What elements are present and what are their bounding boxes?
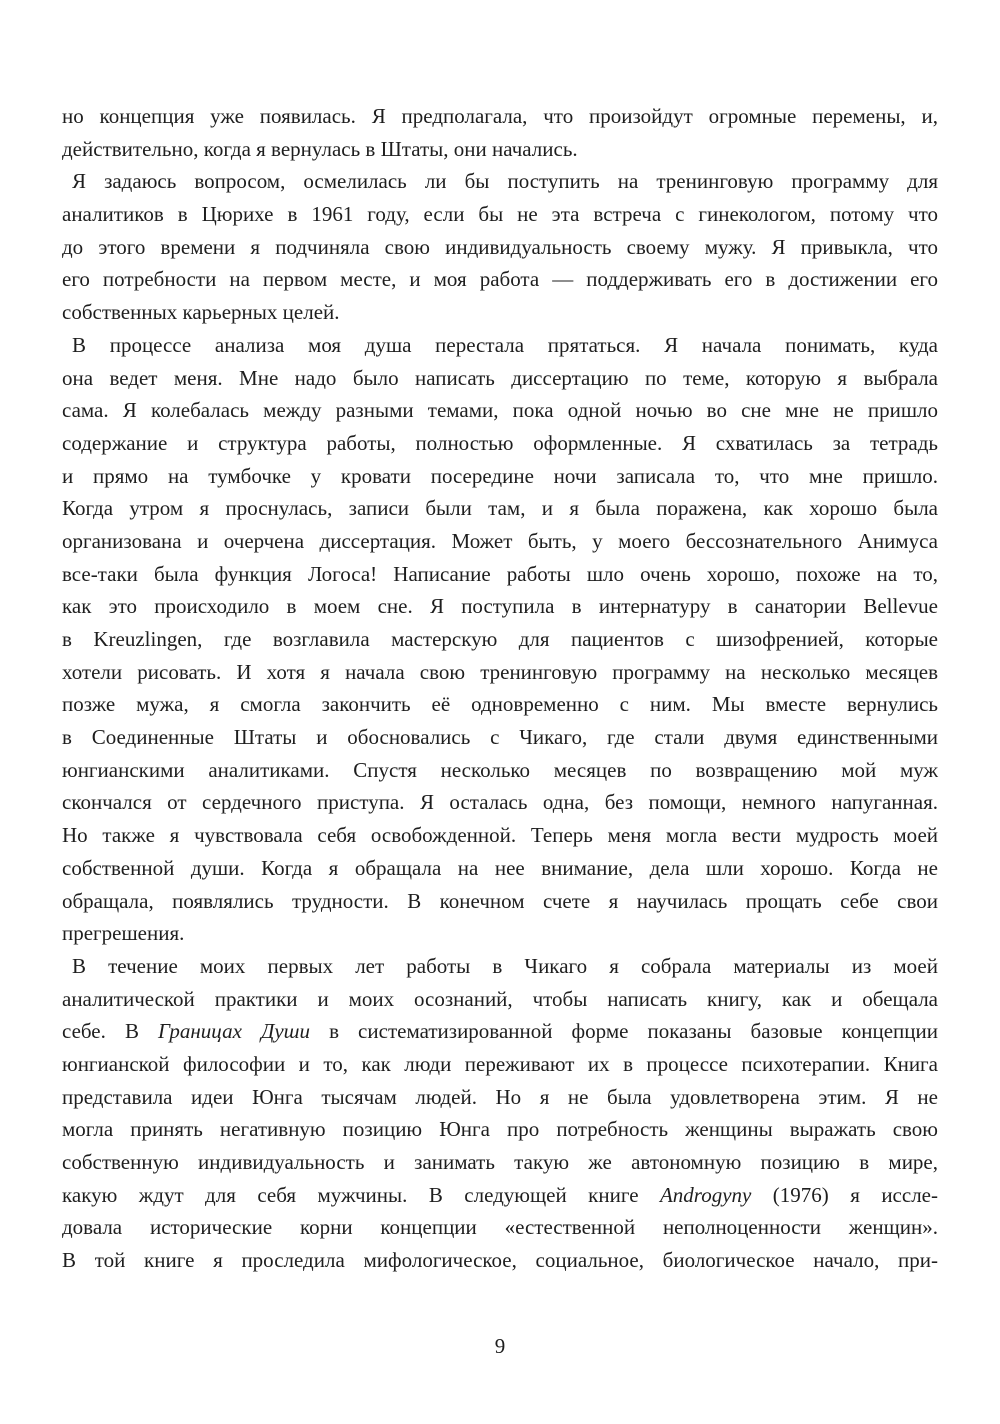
text-line: довала исторические корни концепции «естественной неполноценности женщин». xyxy=(62,1215,938,1240)
text-line: все-таки была функция Логоса! Написание работы шло очень хорошо, похоже на то, xyxy=(62,561,938,586)
text-line: В течение моих первых лет работы в Чикаго я собрала материалы из моей xyxy=(72,953,938,978)
text-line: как это происходило в моем сне. Я поступила в интернатуру в санатории Bellevue xyxy=(62,594,938,619)
text-line: но концепция уже появилась. Я предполагала, что произойдут огромные перемены, и, xyxy=(62,104,938,128)
text-line: в Kreuzlingen, где возглавила мастерскую для пациентов с шизофренией, которые xyxy=(62,627,938,651)
paragraph xyxy=(62,165,938,328)
book-title: Androgyny xyxy=(659,1182,752,1207)
text-line: в Соединенные Штаты и обосновались с Чикаго, где стали двумя единственными xyxy=(62,725,938,750)
text-line: могла принять негативную позицию Юнга про потребность женщины выражать свою xyxy=(62,1117,938,1142)
text-line: до этого времени я подчиняла свою индивидуальность своему мужу. Я привыкла, что xyxy=(62,234,938,259)
text-line: содержание и структура работы, полностью оформленные. Я схватилась за тетрадь xyxy=(62,430,938,455)
text-line: Но также я чувствовала себя освобожденной. Теперь меня могла вести мудрость моей xyxy=(62,823,938,848)
page-number: 9 xyxy=(494,1334,506,1358)
text-line: организована и очерчена диссертация. Может быть, у моего бессознательного Анимуса xyxy=(62,528,938,553)
text-line: сама. Я колебалась между разными темами, пока одной ночью во сне мне не пришло xyxy=(62,398,938,423)
text-line: и прямо на тумбочке у кровати посередине ночи записала то, что мне пришло. xyxy=(62,463,938,488)
text-line: юнгианскими аналитиками. Спустя несколько месяцев по возвращению мой муж xyxy=(62,757,938,782)
paragraph xyxy=(62,329,938,950)
text-line: собственную индивидуальность и занимать такую же автономную позицию в мире, xyxy=(62,1150,938,1174)
text-segment: (1976) я иссле- xyxy=(751,1182,938,1207)
text-line: Я задаюсь вопросом, осмелилась ли бы поступить на тренинговую программу для xyxy=(72,169,938,194)
text-line: его потребности на первом месте, и моя работа — поддерживать его в достижении его xyxy=(62,267,938,292)
text-line: аналитиков в Цюрихе в 1961 году, если бы не эта встреча с гинекологом, потому что xyxy=(62,202,938,227)
text-line: Когда утром я проснулась, записи были там, и я была поражена, как хорошо была xyxy=(62,496,938,521)
text-line: В процессе анализа моя душа перестала прятаться. Я начала понимать, куда xyxy=(72,332,938,357)
page-body xyxy=(62,100,938,1277)
text-segment: какую ждут для себя мужчины. В следующей книге xyxy=(62,1182,660,1207)
paragraph xyxy=(62,100,938,165)
text-line: представила идеи Юнга тысячам людей. Но я не была удовлетворена этим. Я не xyxy=(62,1084,938,1109)
text-line: хотели рисовать. И хотя я начала свою тренинговую программу на несколько месяцев xyxy=(62,659,938,684)
text-line: обращала, появлялись трудности. В конечном счете я научилась прощать себе свои xyxy=(62,888,938,913)
text-line: собственной души. Когда я обращала на нее внимание, дела шли хорошо. Когда не xyxy=(62,855,938,880)
text-line: прегрешения. xyxy=(62,921,185,946)
text-line: В той книге я проследила мифологическое, социальное, биологическое начало, при- xyxy=(62,1248,938,1273)
text-segment: себе. В xyxy=(62,1019,159,1044)
paragraph xyxy=(62,950,938,1277)
text-line: аналитической практики и моих осознаний, чтобы написать книгу, как и обещала xyxy=(62,986,938,1011)
text-segment: в систематизированной форме показаны базовые концепции xyxy=(310,1019,938,1044)
text-line: позже мужа, я смогла закончить её одновременно с ним. Мы вместе вернулись xyxy=(62,692,938,717)
text-line: действительно, когда я вернулась в Штаты, они начались. xyxy=(62,136,578,161)
text-line: скончался от сердечного приступа. Я осталась одна, без помощи, немного напуганная. xyxy=(62,790,938,815)
text-line: юнгианской философии и то, как люди переживают их в процессе психотерапии. Книга xyxy=(62,1051,938,1076)
book-title: Границах Души xyxy=(158,1019,310,1044)
text-line: собственных карьерных целей. xyxy=(62,300,340,325)
text-line: она ведет меня. Мне надо было написать диссертацию по теме, которую я выбрала xyxy=(62,365,938,390)
text-line xyxy=(62,1179,938,1212)
text-line xyxy=(62,1015,938,1048)
